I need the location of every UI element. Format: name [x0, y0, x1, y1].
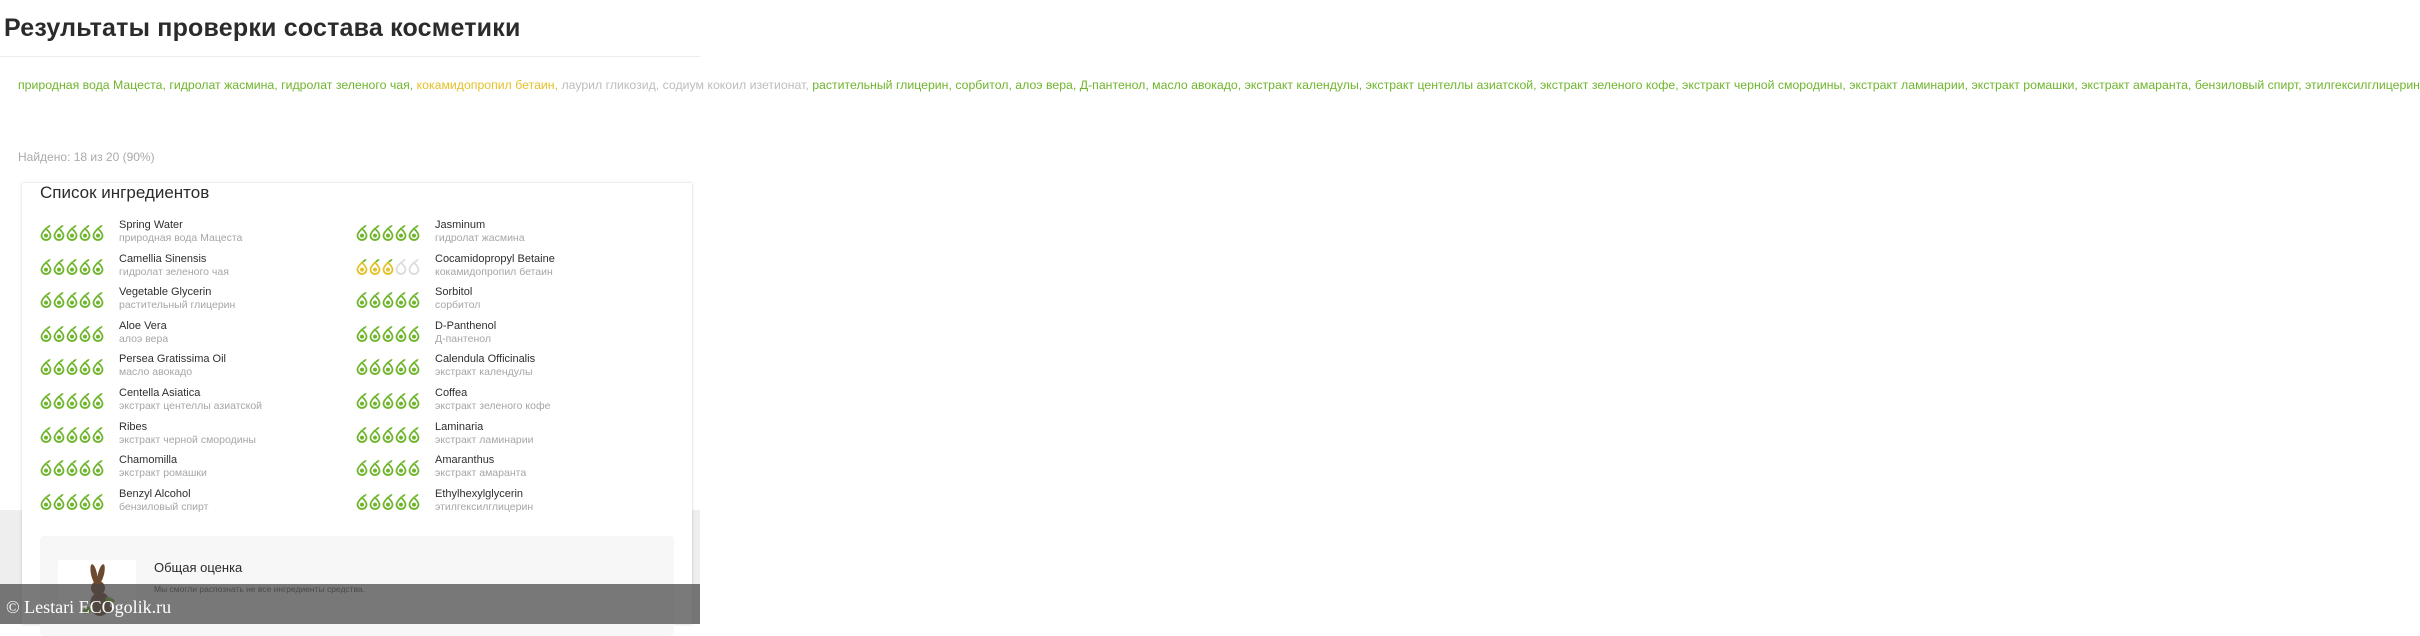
ingredient-name: Coffea: [435, 387, 468, 399]
drop-icon: [356, 291, 368, 307]
ingredient-name: Benzyl Alcohol: [119, 488, 191, 500]
ingredient-russian-name: масло авокадо: [119, 366, 193, 378]
drop-icon: [395, 459, 407, 475]
drop-icon: [79, 392, 91, 408]
ingredients-card: [22, 183, 692, 624]
drop-icon: [369, 358, 381, 374]
drop-icon: [395, 392, 407, 408]
drop-icon: [40, 258, 52, 274]
drop-icon: [79, 224, 91, 240]
composition-separator: ,: [1072, 78, 1080, 92]
ingredient-rating: [356, 426, 420, 442]
ingredient-rating: [356, 392, 420, 408]
composition-separator: ,: [1675, 78, 1683, 92]
ingredient-russian-name: экстракт ромашки: [119, 467, 207, 479]
composition-separator: ,: [554, 78, 562, 92]
ingredient-russian-name: экстракт амаранта: [435, 467, 527, 479]
drop-icon: [382, 358, 394, 374]
drop-icon: [40, 224, 52, 240]
drop-icon: [369, 459, 381, 475]
summary-title: Общая оценка: [154, 560, 243, 575]
composition-ingredient: содиум кокоил изетионат: [662, 78, 806, 92]
drop-icon: [408, 291, 420, 307]
composition-ingredient: экстракт амаранта: [2081, 78, 2188, 92]
drop-icon: [395, 426, 407, 442]
drop-icon: [92, 426, 104, 442]
ingredient-rating: [356, 258, 420, 274]
found-count: Найдено: 18 из 20 (90%): [18, 150, 155, 164]
composition-ingredient: природная вода Мацеста: [18, 78, 163, 92]
ingredient-rating: [356, 493, 420, 509]
drop-icon: [53, 258, 65, 274]
drop-icon: [408, 493, 420, 509]
ingredient-rating: [40, 325, 104, 341]
composition-separator: ,: [2074, 78, 2082, 92]
composition-separator: ,: [1145, 78, 1153, 92]
drop-icon: [382, 224, 394, 240]
drop-icon: [382, 325, 394, 341]
ingredient-russian-name: гидролат жасмина: [435, 232, 525, 244]
ingredient-russian-name: природная вода Мацеста: [119, 232, 243, 244]
drop-icon: [369, 325, 381, 341]
drop-icon: [369, 493, 381, 509]
ingredient-name: Camellia Sinensis: [119, 253, 207, 265]
drop-icon: [369, 258, 381, 274]
drop-icon: [408, 459, 420, 475]
drop-icon: [79, 426, 91, 442]
ingredient-name: Spring Water: [119, 219, 183, 231]
drop-icon: [40, 392, 52, 408]
drop-icon: [40, 358, 52, 374]
ingredient-name: Amaranthus: [435, 454, 495, 466]
drop-icon: [92, 291, 104, 307]
drop-icon: [66, 291, 78, 307]
ingredient-name: Cocamidopropyl Betaine: [435, 253, 555, 265]
ingredient-russian-name: экстракт календулы: [435, 366, 533, 378]
ingredient-rating: [40, 392, 104, 408]
drop-icon: [395, 291, 407, 307]
composition-separator: ,: [1842, 78, 1850, 92]
watermark-bar: [0, 584, 700, 624]
ingredient-name: Sorbitol: [435, 286, 473, 298]
drop-icon: [382, 459, 394, 475]
drop-icon: [53, 291, 65, 307]
drop-icon: [356, 224, 368, 240]
composition-separator: ,: [2298, 78, 2306, 92]
ingredient-rating: [40, 426, 104, 442]
drop-icon: [66, 459, 78, 475]
drop-icon: [92, 224, 104, 240]
drop-icon: [79, 291, 91, 307]
composition-ingredient: Д-пантенол: [1079, 78, 1146, 92]
composition-ingredient: экстракт центеллы азиатской: [1365, 78, 1534, 92]
drop-icon: [53, 426, 65, 442]
watermark-text: © Lestari ECOgolik.ru: [6, 597, 172, 617]
composition-separator: ,: [1964, 78, 1972, 92]
composition-separator: ,: [409, 78, 417, 92]
ingredient-rating: [356, 325, 420, 341]
drop-icon: [53, 224, 65, 240]
ingredient-rating: [356, 459, 420, 475]
composition-separator: ,: [162, 78, 170, 92]
composition-ingredient: лаурил гликозид: [561, 78, 656, 92]
drop-icon: [408, 426, 420, 442]
composition-ingredient: масло авокадо: [1152, 78, 1238, 92]
drop-icon: [53, 392, 65, 408]
drop-icon: [369, 291, 381, 307]
composition-ingredient: экстракт календулы: [1244, 78, 1359, 92]
drop-icon: [382, 493, 394, 509]
ingredient-name: Ribes: [119, 421, 148, 433]
drop-icon: [356, 358, 368, 374]
composition-separator: ,: [1358, 78, 1366, 92]
drop-icon: [395, 224, 407, 240]
ingredient-russian-name: экстракт центеллы азиатской: [119, 400, 263, 412]
ingredient-name: Centella Asiatica: [119, 387, 201, 399]
drop-icon: [66, 493, 78, 509]
composition-ingredient: этилгексилглицерин: [2305, 78, 2420, 92]
composition-ingredient: экстракт черной смородины: [1682, 78, 1843, 92]
ingredient-name: Calendula Officinalis: [435, 353, 536, 365]
composition-ingredient: экстракт ромашки: [1971, 78, 2075, 92]
ingredient-rating: [40, 224, 104, 240]
drop-icon: [356, 325, 368, 341]
drop-icon: [369, 224, 381, 240]
ingredient-russian-name: экстракт черной смородины: [119, 434, 256, 446]
drop-icon: [382, 392, 394, 408]
drop-icon: [356, 392, 368, 408]
drop-icon: [382, 291, 394, 307]
drop-icon: [92, 493, 104, 509]
drop-icon: [92, 358, 104, 374]
composition-separator: ,: [1008, 78, 1016, 92]
drop-icon: [356, 426, 368, 442]
drop-icon: [408, 392, 420, 408]
ingredient-name: Persea Gratissima Oil: [119, 353, 226, 365]
drop-icon: [40, 291, 52, 307]
composition-ingredient: сорбитол: [955, 78, 1009, 92]
drop-icon: [356, 459, 368, 475]
composition-ingredient: алоэ вера: [1015, 78, 1073, 92]
drop-icon: [40, 426, 52, 442]
ingredient-rating: [40, 291, 104, 307]
drop-icon: [408, 258, 420, 274]
drop-icon: [53, 459, 65, 475]
ingredient-russian-name: сорбитол: [435, 299, 481, 311]
drop-icon: [92, 392, 104, 408]
ingredient-name: Ethylhexylglycerin: [435, 488, 524, 500]
ingredient-russian-name: экстракт зеленого кофе: [435, 400, 551, 412]
drop-icon: [92, 258, 104, 274]
composition-separator: ,: [805, 78, 813, 92]
ingredient-name: Chamomilla: [119, 454, 178, 466]
ingredient-russian-name: алоэ вера: [119, 333, 169, 345]
ingredient-russian-name: кокамидопропил бетаин: [435, 266, 553, 278]
ingredient-name: D-Panthenol: [435, 320, 497, 332]
ingredient-rating: [40, 358, 104, 374]
ingredient-name: Jasminum: [435, 219, 486, 231]
ingredients-list-title: Список ингредиентов: [40, 183, 210, 202]
ingredient-name: Vegetable Glycerin: [119, 286, 212, 298]
drop-icon: [408, 224, 420, 240]
ingredient-russian-name: гидролат зеленого чая: [119, 266, 229, 278]
ingredient-rating: [40, 258, 104, 274]
drop-icon: [382, 258, 394, 274]
drop-icon: [40, 459, 52, 475]
drop-icon: [66, 258, 78, 274]
ingredient-rating: [40, 459, 104, 475]
drop-icon: [395, 493, 407, 509]
drop-icon: [356, 258, 368, 274]
drop-icon: [66, 325, 78, 341]
drop-icon: [382, 426, 394, 442]
composition-ingredient: бензиловый спирт: [2194, 78, 2299, 92]
composition-separator: ,: [1237, 78, 1245, 92]
ingredient-name: Laminaria: [435, 421, 484, 433]
drop-icon: [408, 358, 420, 374]
drop-icon: [53, 493, 65, 509]
ingredient-rating: [356, 224, 420, 240]
drop-icon: [66, 358, 78, 374]
drop-icon: [395, 258, 407, 274]
drop-icon: [92, 459, 104, 475]
drop-icon: [66, 392, 78, 408]
drop-icon: [40, 493, 52, 509]
composition-separator: ,: [2187, 78, 2195, 92]
ingredients-composition-line: [18, 78, 2420, 94]
composition-separator: ,: [274, 78, 282, 92]
ingredient-rating: [356, 291, 420, 307]
composition-ingredient: гидролат жасмина: [169, 78, 275, 92]
drop-icon: [79, 325, 91, 341]
ingredient-russian-name: растительный глицерин: [119, 299, 236, 311]
ingredient-russian-name: экстракт ламинарии: [435, 434, 534, 446]
drop-icon: [66, 224, 78, 240]
drop-icon: [40, 325, 52, 341]
composition-ingredient: экстракт ламинарии: [1849, 78, 1965, 92]
drop-icon: [395, 325, 407, 341]
ingredient-russian-name: этилгексилглицерин: [435, 501, 534, 513]
drop-icon: [53, 358, 65, 374]
page-title: Результаты проверки состава косметики: [4, 14, 521, 42]
ingredient-russian-name: бензиловый спирт: [119, 501, 209, 513]
composition-ingredient: экстракт зеленого кофе: [1540, 78, 1676, 92]
composition-separator: ,: [1533, 78, 1541, 92]
drop-icon: [395, 358, 407, 374]
ingredient-russian-name: Д-пантенол: [435, 333, 491, 345]
drop-icon: [408, 325, 420, 341]
ingredient-rating: [40, 493, 104, 509]
composition-separator: ,: [655, 78, 663, 92]
drop-icon: [369, 426, 381, 442]
drop-icon: [369, 392, 381, 408]
divider: [0, 56, 700, 57]
drop-icon: [79, 258, 91, 274]
composition-ingredient: кокамидопропил бетаин: [416, 78, 555, 92]
composition-separator: ,: [948, 78, 956, 92]
drop-icon: [66, 426, 78, 442]
drop-icon: [79, 493, 91, 509]
drop-icon: [53, 325, 65, 341]
ingredient-name: Aloe Vera: [119, 320, 167, 332]
drop-icon: [92, 325, 104, 341]
drop-icon: [356, 493, 368, 509]
composition-ingredient: растительный глицерин: [812, 78, 949, 92]
ingredient-rating: [356, 358, 420, 374]
drop-icon: [79, 358, 91, 374]
drop-icon: [79, 459, 91, 475]
composition-ingredient: гидролат зеленого чая: [281, 78, 410, 92]
